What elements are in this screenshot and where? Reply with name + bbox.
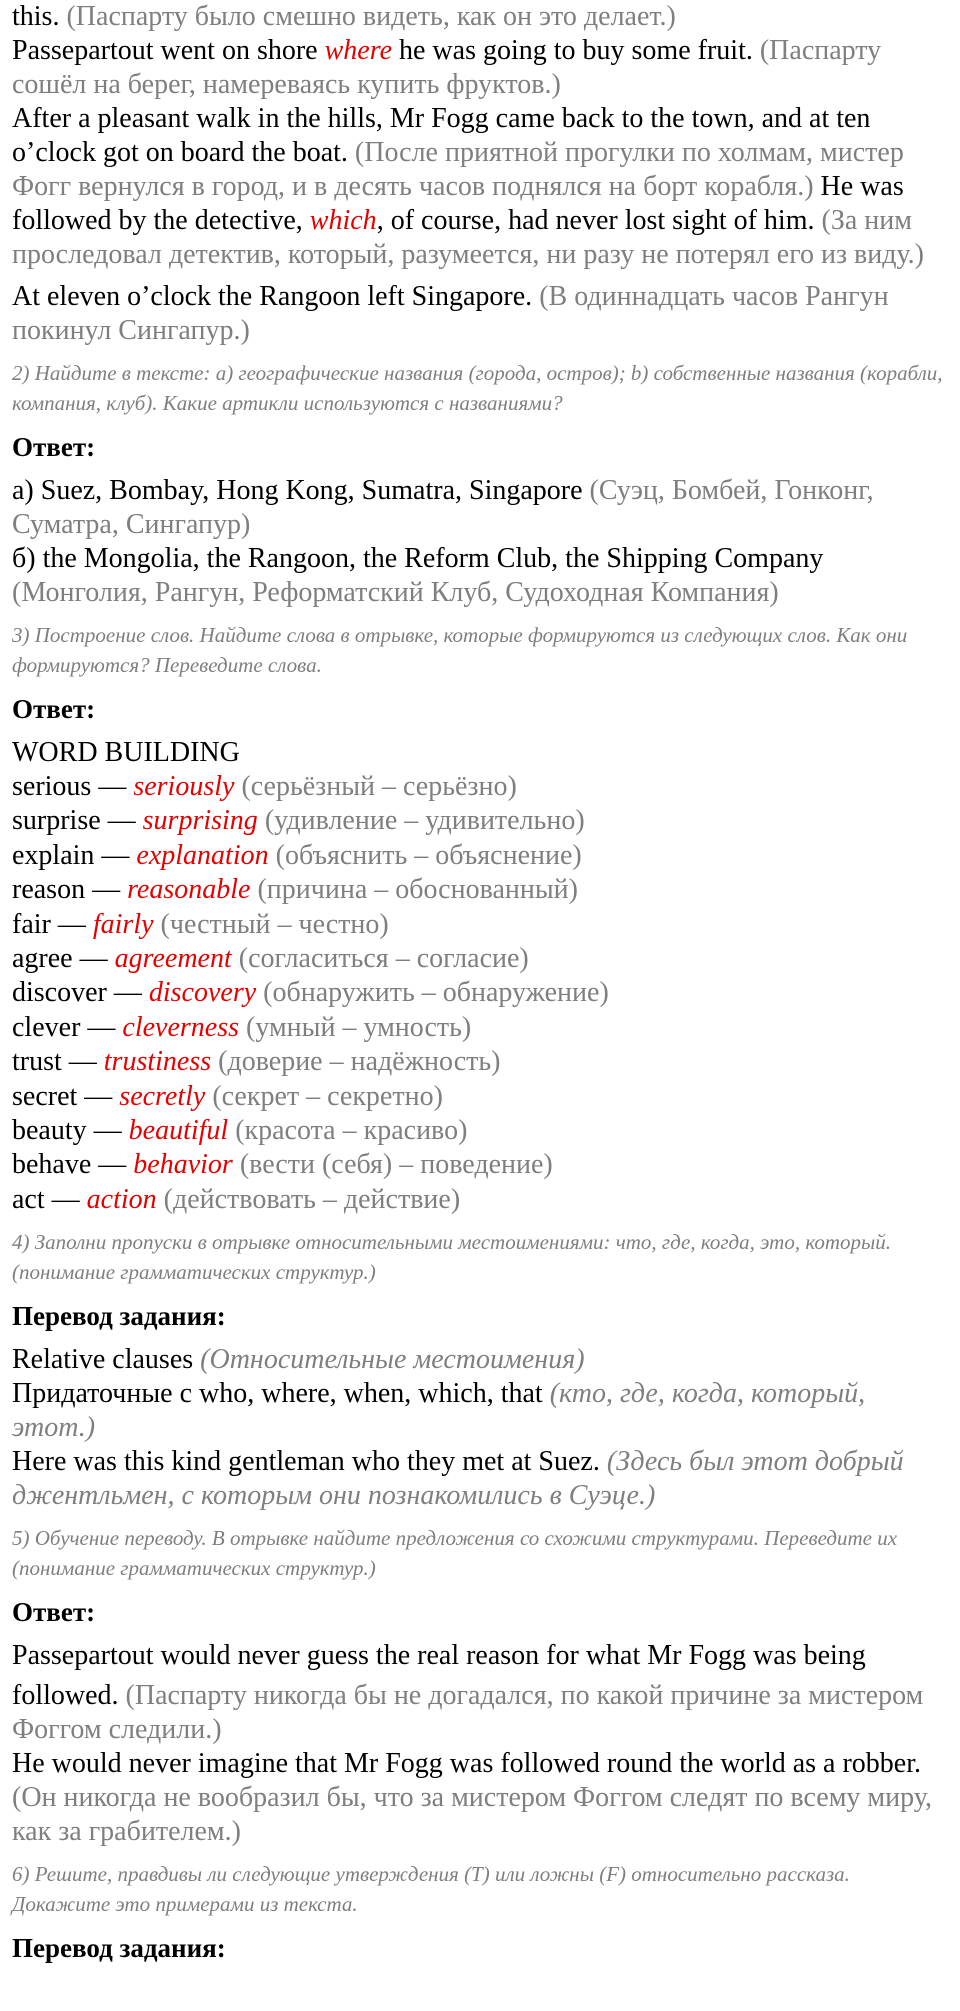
derived-word: surprising — [142, 805, 258, 837]
dash: — — [77, 1080, 120, 1112]
base-word: discover — [12, 977, 107, 1009]
dash: — — [50, 908, 93, 940]
russian-translation: (Монголия, Рангун, Реформатский Клуб, Судоходная Компания) — [12, 577, 779, 608]
example-sentence — [12, 1445, 948, 1513]
dash: — — [61, 1046, 104, 1078]
word-translation: (красота – красиво) — [235, 1115, 468, 1147]
base-word: trust — [12, 1046, 62, 1078]
word-row — [12, 770, 948, 804]
english-text: this. — [12, 1, 60, 32]
derived-word: action — [86, 1183, 157, 1215]
russian-translation: (После приятной прогулки по холмам, мистер Фогг вернулся в город, и в десять часов поднялся на борт корабля.) — [12, 137, 904, 202]
word-translation: (умный – умность) — [246, 1011, 472, 1043]
base-word: fair — [12, 908, 51, 940]
word-translation: (серьёзный – серьёзно) — [241, 771, 517, 802]
word-translation: (согласиться – согласие) — [238, 943, 529, 975]
task-5-instruction: 5) Обучение переводу. В отрывке найдите предложения со схожими структурами. Переведите их (понимание грамматических структур.) — [12, 1526, 898, 1581]
derived-word: discovery — [148, 977, 257, 1009]
word-list — [12, 770, 948, 1217]
word-translation: (секрет – секретно) — [212, 1080, 443, 1112]
base-word: agree — [12, 943, 73, 975]
russian-translation: (Суэц, Бомбей, Гонконг, Суматра, Сингапур) — [12, 475, 874, 540]
english-text: At eleven o’clock the Rangoon left Singapore. — [12, 281, 533, 312]
word-row — [12, 1183, 948, 1217]
derived-word: secretly — [119, 1080, 206, 1112]
derived-word: beautiful — [128, 1115, 229, 1147]
base-word: serious — [12, 771, 92, 802]
word-translation: (действовать – действие) — [163, 1183, 461, 1215]
english-text: He was followed by the detective, — [12, 171, 904, 236]
word-row — [12, 942, 948, 976]
answer-heading: Ответ: — [12, 432, 96, 462]
english-text: followed. — [12, 1680, 119, 1712]
dash: — — [44, 1183, 87, 1215]
relative-clauses-line — [12, 1343, 948, 1377]
russian-translation: (Паспарту сошёл на берег, намереваясь купить фруктов.) — [12, 35, 882, 100]
derived-word: reasonable — [127, 874, 251, 906]
word-row — [12, 1045, 948, 1079]
english-text: Придаточные с who, where, when, which, that — [12, 1378, 543, 1410]
english-text: б) the Mongolia, the Rangoon, the Reform Club, the Shipping Company — [12, 543, 824, 574]
word-row — [12, 976, 948, 1010]
paragraph-shore — [12, 34, 948, 102]
english-text: Here was this kind gentleman who they met at Suez. — [12, 1446, 600, 1478]
derived-word: behavior — [133, 1149, 233, 1181]
subordinate-clauses-line — [12, 1377, 948, 1445]
word-building-title: WORD BUILDING — [12, 737, 240, 768]
russian-translation: (Паспарту никогда бы не догадался, по какой причине за мистером Фоггом следили.) — [12, 1680, 924, 1746]
word-translation: (удивление – удивительно) — [264, 805, 585, 837]
derived-word: agreement — [114, 943, 232, 975]
base-word: behave — [12, 1149, 92, 1181]
dash: — — [80, 1011, 123, 1043]
word-row — [12, 1148, 948, 1182]
word-translation: (вести (себя) – поведение) — [239, 1149, 553, 1181]
derived-word: trustiness — [103, 1046, 212, 1078]
russian-translation: (Относительные местоимения) — [200, 1344, 585, 1376]
translation-heading: Перевод задания: — [12, 1301, 226, 1332]
dash: — — [86, 1115, 129, 1147]
task-3-instruction: 3) Построение слов. Найдите слова в отрывке, которые формируются из следующих слов. Как они формируются? Переведите слова. — [12, 623, 908, 677]
word-row — [12, 1114, 948, 1148]
task-2-instruction: 2) Найдите в тексте: a) географические названия (города, остров); b) собственные названия (корабли, компания, клуб). Какие артикли используются с названиями? — [12, 361, 943, 415]
english-text: he was going to buy some fruit. — [392, 35, 753, 66]
answer-sentence-2 — [12, 1747, 948, 1849]
dash: — — [94, 839, 137, 871]
russian-translation: (Паспарту было смешно видеть, как он это делает.) — [66, 1, 676, 32]
word-translation: (обнаружить – обнаружение) — [263, 977, 609, 1009]
task-4-instruction: 4) Заполни пропуски в отрывке относительными местоимениями: что, где, когда, это, который. (понимание грамматических структур.) — [12, 1230, 891, 1285]
word-row — [12, 1080, 948, 1114]
base-word: reason — [12, 874, 86, 906]
russian-translation: (Здесь был этот добрый джентльмен, с которым они познакомились в Суэце.) — [12, 1446, 904, 1512]
dash: — — [72, 943, 115, 975]
base-word: secret — [12, 1080, 78, 1112]
english-text: He would never imagine that Mr Fogg was followed round the world as a robber. — [12, 1748, 922, 1780]
english-text: а) Suez, Bombay, Hong Kong, Sumatra, Singapore — [12, 475, 583, 506]
word-translation: (доверие – надёжность) — [218, 1046, 501, 1078]
base-word: clever — [12, 1011, 81, 1043]
derived-word: seriously — [133, 771, 235, 802]
word-row — [12, 804, 948, 838]
word-translation: (честный – честно) — [160, 908, 389, 940]
paragraph-this — [12, 0, 948, 34]
dash: — — [106, 977, 149, 1009]
english-text: , of course, had never lost sight of him. — [376, 205, 815, 236]
answer-b — [12, 542, 948, 610]
word-row — [12, 908, 948, 942]
relative-pronoun: which — [309, 205, 377, 236]
dash: — — [85, 874, 128, 906]
derived-word: fairly — [92, 908, 154, 940]
answer-sentence-1 — [12, 1679, 948, 1747]
derived-word: explanation — [136, 839, 269, 871]
russian-translation: (кто, где, когда, который, этот.) — [12, 1378, 866, 1444]
answer-heading: Ответ: — [12, 1597, 96, 1628]
base-word: act — [12, 1183, 45, 1215]
russian-translation: (В одиннадцать часов Рангун покинул Сингапур.) — [12, 281, 889, 346]
translation-heading: Перевод задания: — [12, 1933, 226, 1964]
relative-pronoun: where — [324, 35, 392, 66]
russian-translation: (Он никогда не вообразил бы, что за мистером Фоггом следят по всему миру, как за грабителем.) — [12, 1782, 932, 1848]
paragraph-walk — [12, 102, 948, 272]
answer-a — [12, 474, 948, 542]
base-word: explain — [12, 839, 95, 871]
word-translation: (причина – обоснованный) — [257, 874, 578, 906]
derived-word: cleverness — [122, 1011, 239, 1043]
word-translation: (объяснить – объяснение) — [275, 839, 582, 871]
dash: — — [91, 1149, 134, 1181]
base-word: surprise — [12, 805, 101, 837]
english-text: Passepartout went on shore — [12, 35, 325, 66]
dash: — — [91, 771, 134, 802]
dash: — — [100, 805, 143, 837]
task-6-instruction: 6) Решите, правдивы ли следующие утверждения (T) или ложны (F) относительно рассказа. Докажите это примерами из текста. — [12, 1862, 850, 1917]
answer-sentence-1-line-1: Passepartout would never guess the real reason for what Mr Fogg was being — [12, 1640, 866, 1672]
russian-translation: (За ним проследовал детектив, который, разумеется, ни разу не потерял его из виду.) — [12, 205, 925, 270]
answer-heading: Ответ: — [12, 694, 96, 724]
word-row — [12, 873, 948, 907]
paragraph-rangoon — [12, 280, 948, 348]
english-text: After a pleasant walk in the hills, Mr Fogg came back to the town, and at ten o’clock got on board the boat. — [12, 103, 871, 168]
english-text: Relative clauses — [12, 1344, 194, 1376]
word-row — [12, 1011, 948, 1045]
base-word: beauty — [12, 1115, 87, 1147]
word-row — [12, 839, 948, 873]
